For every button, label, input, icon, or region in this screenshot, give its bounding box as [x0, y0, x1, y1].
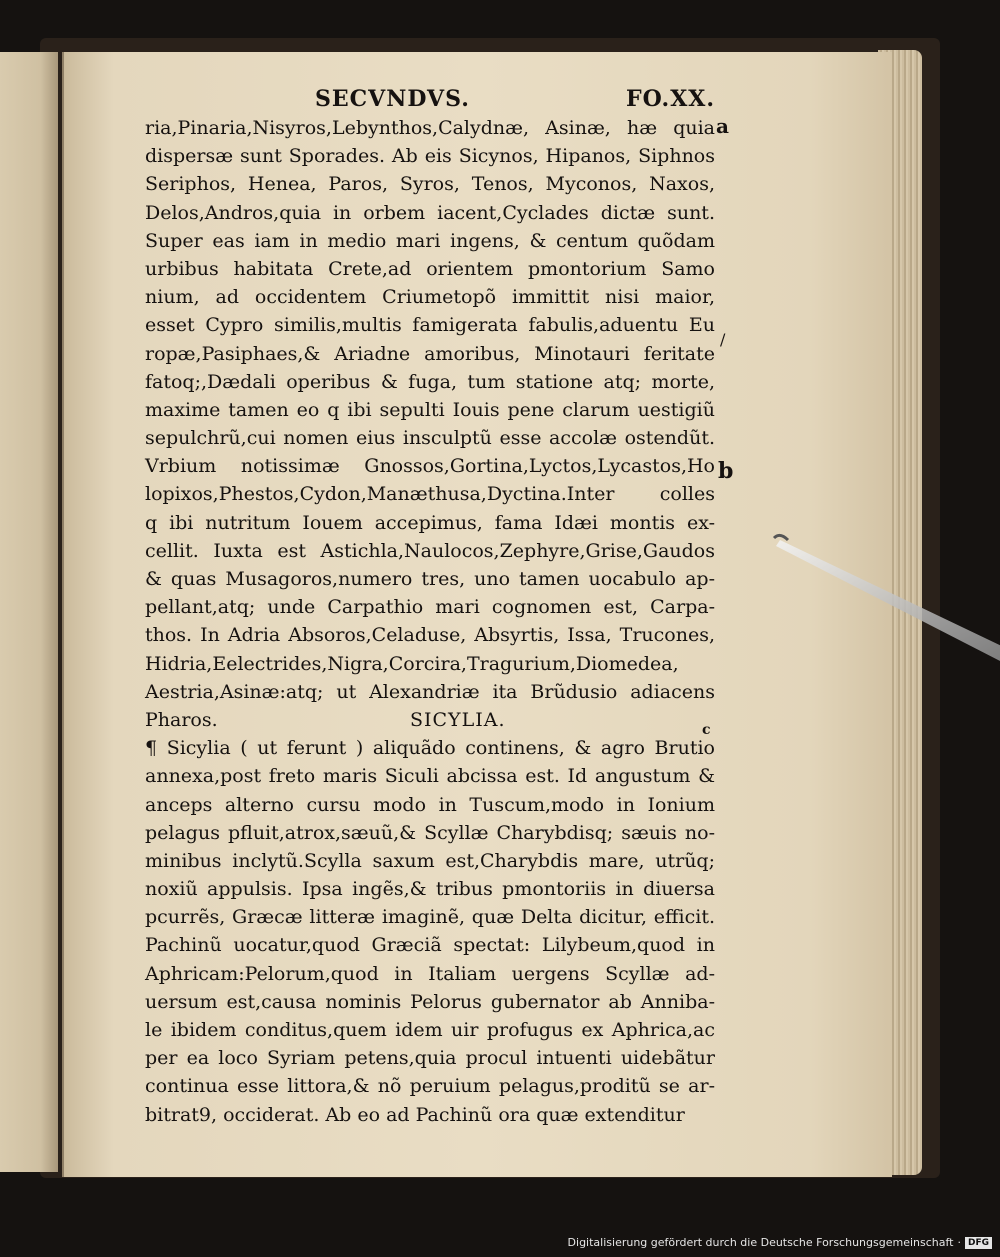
- marginal-letter-a: a: [716, 114, 729, 138]
- text-line: Pachinũ uocatur,quod Græciã spectat: Lilybeum,quod in: [145, 934, 715, 957]
- text-line: pelagus pfluit,atrox,sæuũ,& Scyllæ Charybdisq; sæuis no-: [145, 821, 715, 844]
- stylus-pointer: [770, 530, 1000, 670]
- text-line: le ibidem conditus,quem idem uir profugus ex Aphrica,ac: [145, 1019, 715, 1041]
- text-line: nium, ad occidentem Criumetopõ immittit nisi maior,: [145, 286, 715, 309]
- left-page-edge: [0, 52, 58, 1172]
- text-line: Hidria,Eelectrides,Nigra,Corcira,Tragurium,Diomedea,: [145, 652, 679, 675]
- footer-credit: [568, 1236, 992, 1249]
- dfg-logo: DFG: [965, 1237, 992, 1249]
- text-line: anceps alterno cursu modo in Tuscum,modo in Ionium: [145, 793, 715, 816]
- text-line: ropæ,Pasiphaes,& Ariadne amoribus, Minotauri feritate: [145, 342, 715, 365]
- text-line: cellit. Iuxta est Astichla,Naulocos,Zephyre,Grise,Gaudos: [145, 539, 715, 562]
- text-line: dispersæ sunt Sporades. Ab eis Sicynos, Hipanos, Siphnos: [145, 145, 715, 168]
- text-line: & quas Musagoros,numero tres, uno tamen uocabulo ap-: [145, 568, 715, 590]
- text-line: pellant,atq; unde Carpathio mari cognomen est, Carpa-: [145, 596, 715, 619]
- marginal-slash: /: [720, 330, 726, 349]
- page-text: [145, 86, 715, 1129]
- text-line: maxime tamen eo q ibi sepulti Iouis pene clarum uestigiũ: [145, 398, 715, 421]
- text-line: Aestria,Asinæ:atq; ut Alexandriæ ita Brũdusio adiacens: [145, 680, 715, 703]
- text-line: per ea loco Syriam petens,quia procul intuenti uidebãtur: [145, 1047, 715, 1070]
- heading-line: [145, 706, 715, 734]
- running-head: [145, 86, 715, 114]
- text-line: ria,Pinaria,Nisyros,Lebynthos,Calydnæ, Asinæ, hæ quia: [145, 117, 715, 139]
- text-line: Super eas iam in medio mari ingens, & centum quõdam: [145, 229, 715, 252]
- text-line: continua esse littora,& nõ peruium pelagus,proditũ se ar-: [145, 1075, 715, 1098]
- heading-line-lead: Pharos.: [145, 708, 218, 731]
- text-line: q ibi nutritum Iouem accepimus, fama Idæi montis ex-: [145, 511, 715, 534]
- text-line: pcurrẽs, Græcæ litteræ imaginẽ, quæ Delta dicitur, efficit.: [145, 906, 715, 929]
- running-head-title: SECVNDVS.: [315, 86, 470, 112]
- text-line: thos. In Adria Absoros,Celaduse, Absyrtis, Issa, Trucones,: [145, 624, 715, 647]
- text-line: minibus inclytũ.Scylla saxum est,Charybdis mare, utrũq;: [145, 849, 715, 872]
- text-line: ¶ Sicylia ( ut ferunt ) aliquãdo continens, & agro Brutio: [145, 737, 715, 760]
- text-line: Aphricam:Pelorum,quod in Italiam uergens Scyllæ ad-: [145, 962, 715, 985]
- footer-separator: ·: [957, 1236, 961, 1249]
- text-line: bitrat9, occiderat. Ab eo ad Pachinũ ora quæ extenditur: [145, 1103, 685, 1126]
- text-line: Delos,Andros,quia in orbem iacent,Cyclades dictæ sunt.: [145, 201, 715, 224]
- text-lines-before-heading: [145, 114, 715, 706]
- text-line: noxiũ appulsis. Ipsa ingẽs,& tribus pmontoriis in diuersa: [145, 878, 715, 901]
- marginal-letter-b: b: [718, 458, 734, 484]
- text-line: esset Cypro similis,multis famigerata fabulis,aduentu Eu: [145, 314, 715, 337]
- text-line: lopixos,Phestos,Cydon,Manæthusa,Dyctina.Inter colles: [145, 483, 715, 506]
- text-line: Vrbium notissimæ Gnossos,Gortina,Lyctos,Lycastos,Ho: [145, 455, 715, 478]
- footer-text: Digitalisierung gefördert durch die Deutsche Forschungsgemeinschaft: [567, 1236, 954, 1249]
- text-line: urbibus habitata Crete,ad orientem pmontorium Samo: [145, 257, 715, 280]
- folio-number: FO.XX.: [626, 86, 715, 112]
- text-lines-after-heading: [145, 734, 715, 1129]
- text-line: annexa,post freto maris Siculi abcissa est. Id angustum &: [145, 765, 715, 788]
- text-line: Seriphos, Henea, Paros, Syros, Tenos, Myconos, Naxos,: [145, 173, 715, 196]
- marginal-letter-c: c: [702, 722, 711, 738]
- text-line: fatoq;,Dædali operibus & fuga, tum statione atq; morte,: [145, 370, 715, 393]
- section-heading: SICYLIA.: [410, 708, 506, 731]
- text-line: uersum est,causa nominis Pelorus gubernator ab Anniba-: [145, 990, 715, 1013]
- text-line: sepulchrũ,cui nomen eius insculptũ esse accolæ ostendũt.: [145, 427, 715, 450]
